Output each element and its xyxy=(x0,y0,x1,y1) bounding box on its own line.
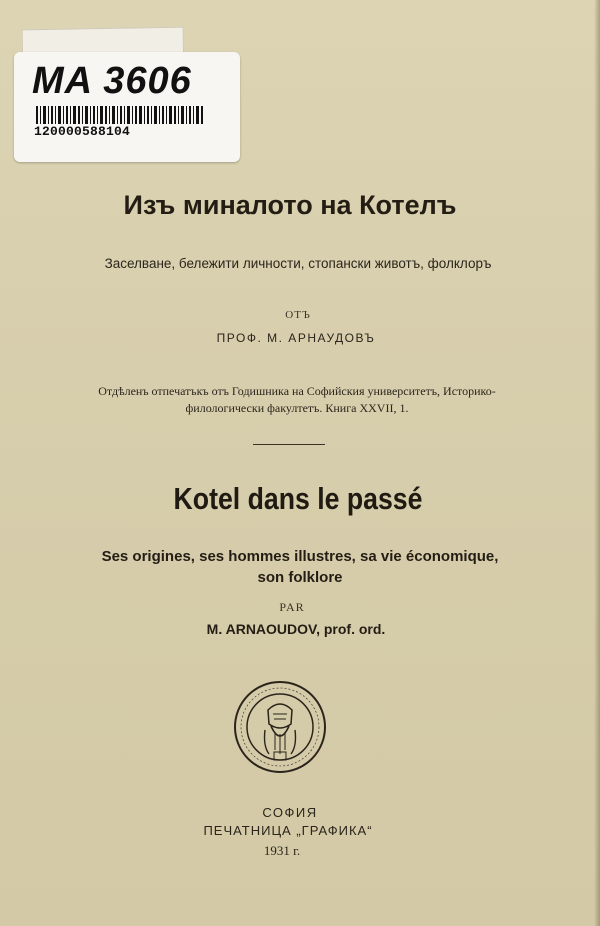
subtitle-bulgarian: Заселване, бележити личности, стопански животъ, фолклоръ xyxy=(104,256,492,271)
offprint-line-2: филологически факултетъ. Книга XXVII, 1. xyxy=(185,401,409,415)
author-french: M. ARNAOUDOV, prof. ord. xyxy=(206,621,386,637)
subtitle-french-line-1: Ses origines, ses hommes illustres, sa vie économique, xyxy=(101,548,499,565)
subtitle-french xyxy=(60,546,540,588)
by-french: PAR xyxy=(279,600,305,614)
shelfmark: MA 3606 xyxy=(32,60,192,102)
publisher-emblem-icon xyxy=(233,680,327,774)
page-edge-shadow xyxy=(594,0,600,926)
author-bulgarian: ПРОФ. М. АРНАУДОВЪ xyxy=(216,331,376,345)
offprint-note xyxy=(62,383,532,417)
imprint-year: 1931 г. xyxy=(263,843,301,858)
barcode-number: 120000588104 xyxy=(34,124,131,139)
subtitle-french-line-2: son folklore xyxy=(257,569,343,586)
offprint-line-1: Отдѣленъ отпечатъкъ отъ Годишника на Софийския университетъ, Историко- xyxy=(98,384,496,398)
imprint-city: СОФИЯ xyxy=(262,805,318,820)
library-label xyxy=(14,52,240,162)
imprint-press: ПЕЧАТНИЦА „ГРАФИКА“ xyxy=(203,823,373,838)
divider xyxy=(253,444,325,445)
title-bulgarian: Изъ миналото на Котелъ xyxy=(123,190,457,220)
by-bulgarian: ОТЪ xyxy=(285,309,311,321)
title-french: Kotel dans le passé xyxy=(173,481,423,516)
barcode-icon xyxy=(36,106,206,124)
